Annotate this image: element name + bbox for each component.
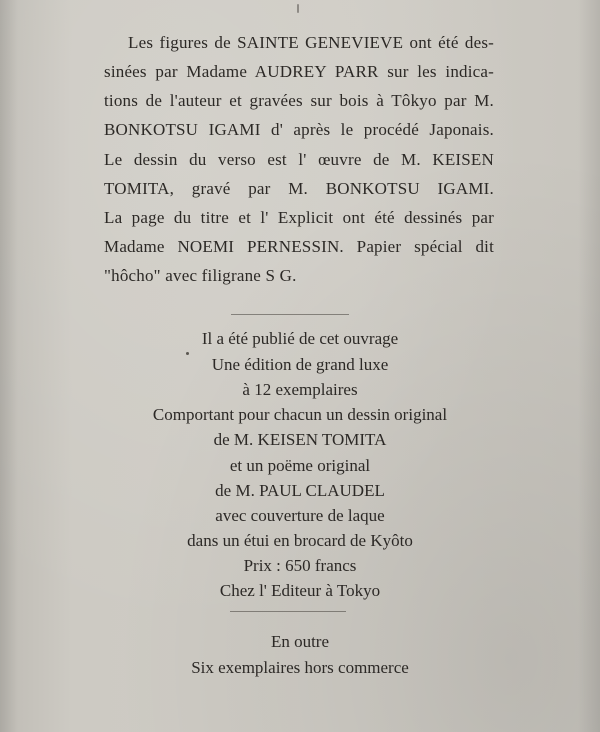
colophon-line: "hôcho" avec filigrane S G. xyxy=(104,266,297,285)
colophon-line: La page du titre et l' Explicit ont été dessinés par xyxy=(104,208,494,227)
extra-line: Six exemplaires hors commerce xyxy=(191,658,409,677)
edition-line: dans un étui en brocard de Kyôto xyxy=(187,531,413,550)
colophon-line: sinées par Madame AUDREY PARR sur les indica- xyxy=(104,62,494,81)
colophon-line: Le dessin du verso est l' œuvre de M. KEISEN xyxy=(104,150,494,169)
top-paper-mark xyxy=(297,4,299,13)
colophon-line: Madame NOEMI PERNESSIN. Papier spécial dit xyxy=(104,237,494,256)
edition-line: à 12 exemplaires xyxy=(242,380,358,399)
edition-line: Chez l' Editeur à Tokyo xyxy=(219,581,381,600)
colophon-line: Les figures de SAINTE GENEVIEVE ont été des- xyxy=(128,33,494,52)
colophon-line: TOMITA, gravé par M. BONKOTSU IGAMI. xyxy=(104,179,494,198)
edition-line: Une édition de grand luxe xyxy=(211,355,389,374)
edition-line: Comportant pour chacun un dessin original xyxy=(152,405,448,424)
section-divider xyxy=(231,314,349,315)
edition-line: de M. PAUL CLAUDEL xyxy=(215,481,385,500)
ink-speck xyxy=(186,352,189,355)
edition-line: avec couverture de laque xyxy=(215,506,385,525)
colophon-line: BONKOTSU IGAMI d' après le procédé Japonais. xyxy=(104,120,494,139)
section-divider xyxy=(230,611,346,612)
edition-line: et un poëme original xyxy=(229,456,371,475)
colophon-paragraph xyxy=(104,30,494,300)
edition-line: Prix : 650 francs xyxy=(243,556,357,575)
edition-line: Il a été publié de cet ouvrage xyxy=(201,329,399,348)
colophon-line: tions de l'auteur et gravées sur bois à Tôkyo par M. xyxy=(104,91,494,110)
edition-line: de M. KEISEN TOMITA xyxy=(213,430,387,449)
extra-line: En outre xyxy=(270,632,330,651)
